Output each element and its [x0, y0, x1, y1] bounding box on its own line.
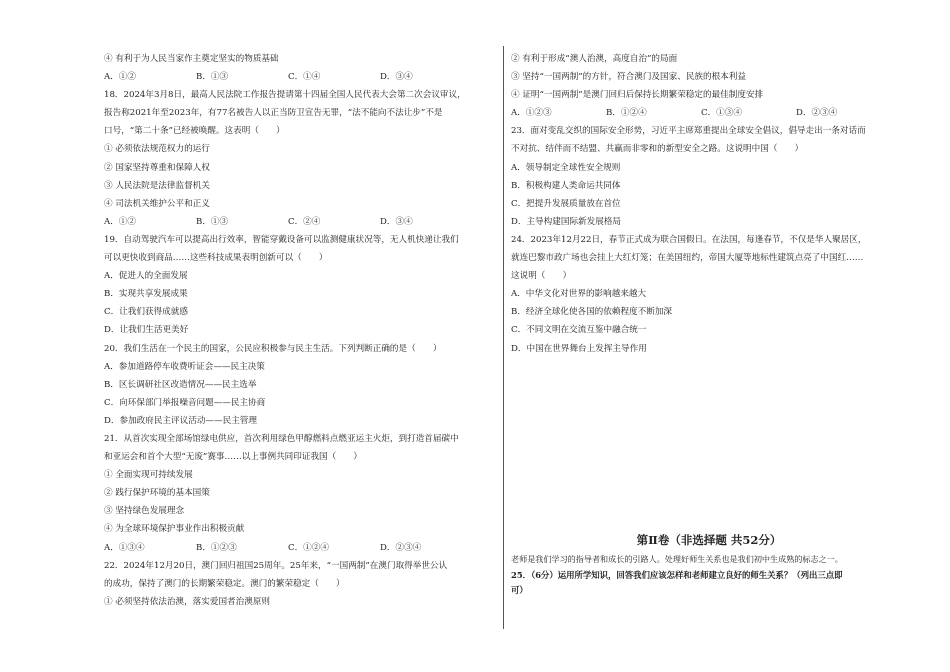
- text-line: A．参加道路停车收费听证会——民主决策: [104, 361, 265, 372]
- answer-option: B．①③: [196, 72, 229, 83]
- answer-option: B．①②③: [196, 542, 237, 553]
- text-line: 和亚运会和首个大型“无废”赛事……以上事例共同印证我国（ ）: [104, 452, 363, 463]
- text-line: 18．2024年3月8日，最高人民法院工作报告提请第十四届全国人民代表大会第二次会议审议，: [104, 90, 466, 101]
- text-line: 报告称2021年至2023年，有77名被告人以正当防卫宣告无罪，“法不能向不法让步”不是: [104, 108, 443, 119]
- text-line: D．主导构建国际新发展格局: [511, 216, 622, 227]
- answer-options-row: [511, 104, 907, 122]
- text-line: 20．我们生活在一个民主的国家，公民应积极参与民主生活。下列判断正确的是（ ）: [104, 343, 442, 354]
- answer-option: A．①②: [104, 72, 136, 83]
- answer-options-row: [104, 539, 496, 557]
- text-line: C．把提升发展质量放在首位: [511, 198, 621, 209]
- answer-option: C．①③④: [701, 108, 742, 119]
- text-line: 可以更快收到商品……这些科技成果表明创新可以（ ）: [104, 253, 328, 264]
- text-line: A．中华文化对世界的影响越来越大: [511, 289, 647, 300]
- answer-option: D．③④: [380, 72, 413, 83]
- text-line: D．参加政府民主评议活动——民主管理: [104, 415, 257, 426]
- text-line: ② 有利于形成“澳人治澳，高度自治”的局面: [511, 54, 678, 64]
- question-25-line-2: 可）: [511, 585, 528, 595]
- text-line: D．让我们生活更美好: [104, 325, 189, 336]
- text-line: 22．2024年12月20日，澳门回归祖国25周年。25年来，“一国两制”在澳门取得举世公认: [104, 560, 448, 571]
- text-line: ④ 有利于为人民当家作主奠定坚实的物质基础: [104, 54, 279, 64]
- text-line: ② 践行保护环境的基本国策: [104, 488, 210, 499]
- text-line: ④ 证明“一国两制”是澳门回归后保持长期繁荣稳定的最佳制度安排: [511, 90, 764, 101]
- answer-option: C．②④: [288, 216, 321, 227]
- text-line: 口号，“第二十条”已经被唤醒。这表明（ ）: [104, 126, 285, 137]
- section-intro: 老师是我们学习的指导者和成长的引路人。处理好师生关系也是我们初中生成熟的标志之一。: [511, 554, 843, 564]
- text-line: B．实现共享发展成果: [104, 289, 188, 300]
- answer-option: D．②③④: [380, 542, 422, 553]
- answer-option: A．①②: [104, 216, 136, 227]
- text-line: B．经济全球化使各国的依赖程度不断加深: [511, 307, 673, 318]
- text-line: C．让我们获得成就感: [104, 307, 188, 318]
- answer-option: A．①③④: [104, 542, 145, 553]
- text-line: D．中国在世界舞台上发挥主导作用: [511, 343, 647, 354]
- answer-options-row: [104, 213, 496, 231]
- answer-option: D．③④: [380, 216, 413, 227]
- text-line: 24．2023年12月22日，春节正式成为联合国假日。在法国，每逢春节，不仅是华人聚居区，: [511, 234, 867, 245]
- text-line: A．领导制定全球性安全规则: [511, 162, 621, 173]
- text-line: ③ 坚持“一国两制”的方针，符合澳门及国家、民族的根本利益: [511, 72, 746, 83]
- answer-option: B．①②④: [606, 108, 647, 119]
- answer-option: B．①③: [196, 216, 229, 227]
- text-line: ④ 司法机关维护公平和正义: [104, 198, 210, 209]
- text-line: 不对抗、结伴而不结盟、共赢而非零和的新型安全之路。这说明中国（ ）: [511, 144, 804, 155]
- text-line: 23．面对变乱交织的国际安全形势，习近平主席郑重提出全球安全倡议，倡导走出一条对话而: [511, 126, 866, 137]
- text-line: ② 国家坚持尊重和保障人权: [104, 162, 210, 173]
- section-body: [511, 552, 907, 599]
- text-line: C．向环保部门举报噪音问题——民主协商: [104, 397, 266, 408]
- text-line: ③ 人民法院是法律监督机关: [104, 180, 210, 191]
- text-line: 21．从首次实现全部场馆绿电供应，首次利用绿色甲醇燃料点燃亚运主火炬，到打造首届碳中: [104, 433, 459, 444]
- text-line: ① 必须坚持依法治澳，落实爱国者治澳原则: [104, 596, 271, 607]
- text-line: B．积极构建人类命运共同体: [511, 180, 621, 191]
- answer-option: A．①②③: [511, 108, 552, 119]
- answer-option: D．②③④: [796, 108, 838, 119]
- text-line: B．区长调研社区改造情况——民主选举: [104, 379, 257, 390]
- text-line: ④ 为全球环境保护事业作出积极贡献: [104, 524, 245, 535]
- text-line: 的成功，保持了澳门的长期繁荣稳定。澳门的繁荣稳定（ ）: [104, 578, 345, 589]
- text-line: 19．自动驾驶汽车可以提高出行效率，智能穿戴设备可以监测健康状况等，无人机快递让我们: [104, 234, 459, 245]
- question-25-line-1: 25．（6分）运用所学知识，回答我们应该怎样和老师建立良好的师生关系？（列出三点即: [511, 569, 843, 580]
- right-column: [511, 50, 907, 358]
- answer-options-row: [104, 68, 496, 86]
- text-line: ③ 坚持绿色发展理念: [104, 506, 185, 517]
- text-line: 就连巴黎市政广场也会挂上大红灯笼；在美国纽约，帝国大厦等地标性建筑点亮了中国红……: [511, 253, 864, 264]
- text-line: ① 必须依法规范权力的运行: [104, 144, 210, 155]
- text-line: 这说明（ ）: [511, 271, 572, 282]
- column-divider: [503, 46, 504, 629]
- text-line: ① 全面实现可持续发展: [104, 470, 193, 481]
- answer-option: C．①②④: [288, 542, 329, 553]
- text-line: A．促进人的全面发展: [104, 271, 188, 282]
- answer-option: C．①④: [288, 72, 321, 83]
- text-line: C．不同文明在交流互鉴中融合统一: [511, 325, 647, 336]
- section-title: 第Ⅱ卷（非选择题 共52分）: [636, 533, 782, 547]
- left-column: [104, 50, 496, 611]
